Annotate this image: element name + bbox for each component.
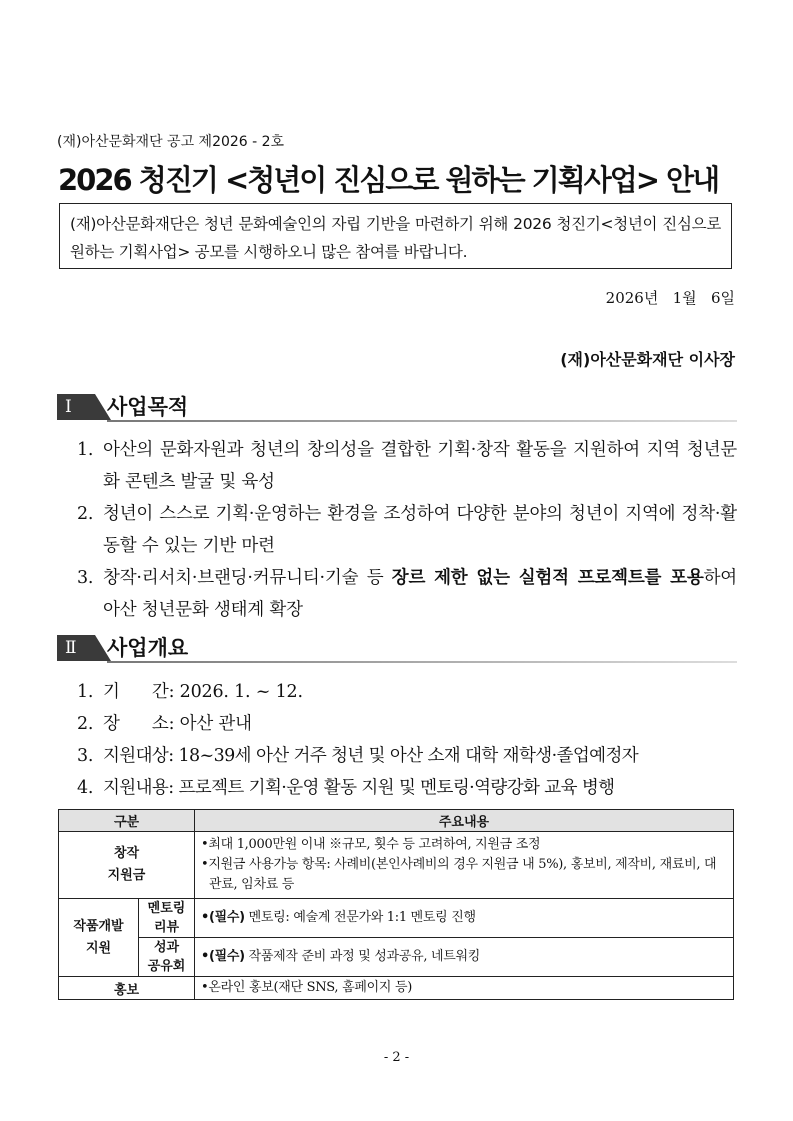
purpose-list	[77, 434, 737, 626]
table-row	[59, 938, 734, 977]
header-category: 구분	[59, 810, 195, 832]
header-content: 주요내용	[195, 810, 734, 832]
list-text-pre: 창작·리서치·브랜딩·커뮤니티·기술 등	[103, 568, 392, 588]
list-text: 장 소: 아산 관내	[103, 714, 252, 734]
page-number: - 2 -	[383, 1050, 410, 1065]
issuer: (재)아산문화재단 이사장	[560, 350, 735, 369]
row-category: 창작 지원금	[59, 832, 195, 899]
row-content	[195, 832, 734, 899]
section-header-purpose	[57, 392, 737, 422]
list-text-bold: 장르 제한 없는 실험적 프로젝트를 포용	[391, 568, 704, 588]
required-label: •(필수)	[201, 910, 245, 925]
list-number: 2.	[77, 714, 94, 734]
row-subcategory: 성과 공유회	[139, 938, 195, 977]
table-row	[59, 832, 734, 899]
list-number: 1.	[77, 440, 94, 460]
section-underline	[107, 661, 737, 663]
document-title: 2026 청진기 <청년이 진심으로 원하는 기획사업> 안내	[58, 163, 719, 197]
list-text: 지원내용: 프로젝트 기획·운영 활동 지원 및 멘토링·역량강화 교육 병행	[103, 778, 615, 798]
list-text: 지원대상: 18~39세 아산 거주 청년 및 아산 소재 대학 재학생·졸업예정자	[103, 746, 639, 766]
list-text: 아산의 문화자원과 청년의 창의성을 결합한 기획·창작 활동을 지원하여 지역 청년문화 콘텐츠 발굴 및 육성	[103, 440, 737, 492]
support-table	[58, 809, 734, 1000]
row-content	[195, 938, 734, 977]
list-number: 4.	[77, 778, 94, 798]
issue-date: 2026년 1월 6일	[605, 289, 735, 307]
table-row	[59, 899, 734, 938]
content-text: 작품제작 준비 과정 및 성과공유, 네트워킹	[244, 949, 481, 964]
content-text: 멘토링: 예술계 전문가와 1:1 멘토링 진행	[244, 910, 476, 925]
list-item	[77, 498, 737, 562]
list-item	[77, 740, 737, 772]
section-underline	[107, 420, 737, 422]
table-header-row	[59, 810, 734, 832]
content-line: •지원금 사용가능 항목: 사례비(본인사례비의 경우 지원금 내 5%), 홍보비, 제작비, 재료비, 대관료, 임차료 등	[201, 857, 717, 892]
list-number: 3.	[77, 568, 94, 588]
list-item	[77, 434, 737, 498]
list-text-post: 하여 아산 청년문화 생태계 확장	[103, 568, 737, 620]
section-number: Ⅱ	[57, 635, 95, 661]
row-subcategory: 멘토링 리뷰	[139, 899, 195, 938]
row-category: 홍보	[59, 977, 195, 1000]
row-content: •온라인 홍보(재단 SNS, 홈페이지 등)	[195, 977, 734, 1000]
list-number: 1.	[77, 682, 94, 702]
list-item	[77, 676, 737, 708]
list-text: 청년이 스스로 기획·운영하는 환경을 조성하여 다양한 분야의 청년이 지역에 정착·활동할 수 있는 기반 마련	[103, 504, 737, 556]
intro-box: (재)아산문화재단은 청년 문화예술인의 자립 기반을 마련하기 위해 2026 청진기<청년이 진심으로 원하는 기획사업> 공모를 시행하오니 많은 참여를 바랍니다.	[59, 203, 732, 269]
list-item	[77, 562, 737, 626]
section-title: 사업개요	[107, 636, 189, 660]
required-label: •(필수)	[201, 949, 245, 964]
row-content	[195, 899, 734, 938]
list-text: 기 간: 2026. 1. ~ 12.	[103, 682, 303, 702]
row-category: 작품개발 지원	[59, 899, 139, 977]
list-number: 2.	[77, 504, 94, 524]
overview-list	[77, 676, 737, 804]
list-item	[77, 772, 737, 804]
table-row	[59, 977, 734, 1000]
list-number: 3.	[77, 746, 94, 766]
section-number: Ⅰ	[57, 394, 95, 420]
content-line: •최대 1,000만원 이내 ※규모, 횟수 등 고려하여, 지원금 조정	[201, 837, 541, 852]
section-header-overview	[57, 633, 737, 663]
list-item	[77, 708, 737, 740]
section-title: 사업목적	[107, 395, 189, 419]
notice-number: (재)아산문화재단 공고 제2026 - 2호	[57, 134, 285, 150]
